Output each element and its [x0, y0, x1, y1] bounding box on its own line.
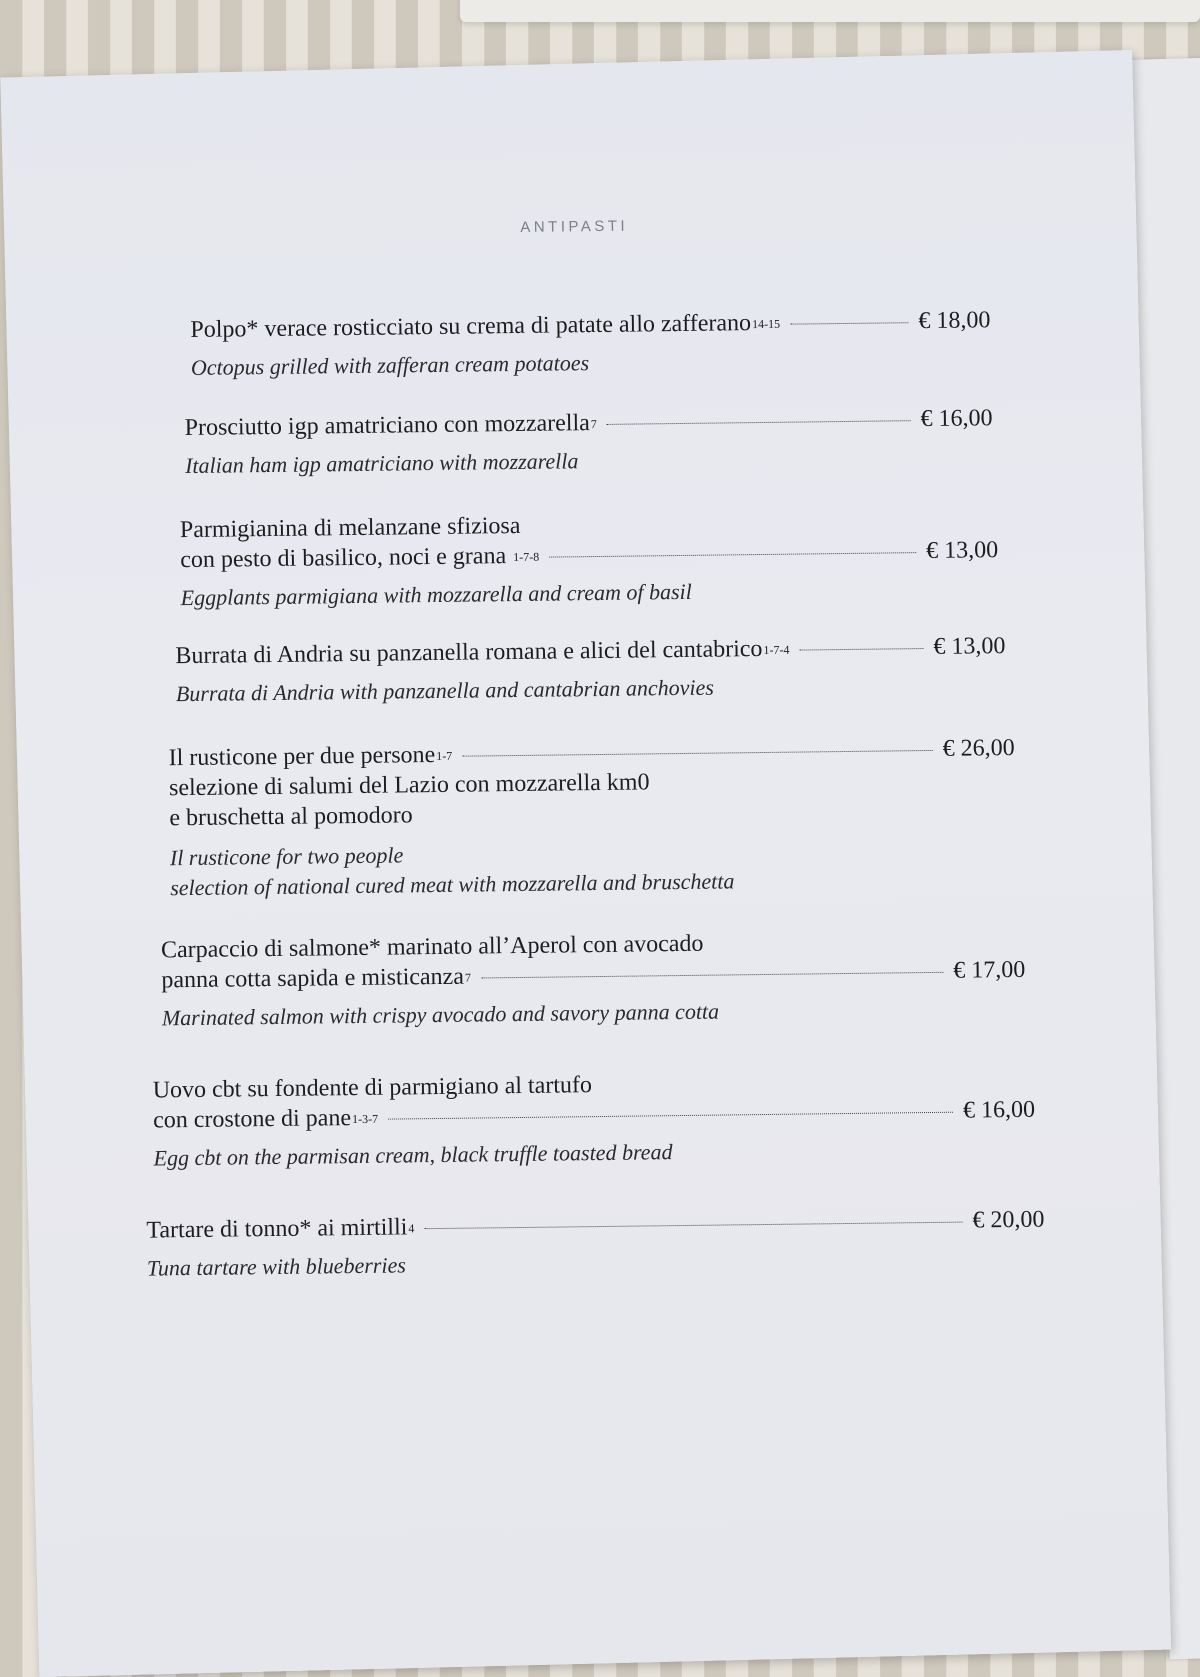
item-name-line2: selezione di salumi del Lazio con mozzarella km0 [169, 767, 650, 803]
item-name-line2: panna cotta sapida e misticanza [161, 962, 464, 996]
item-price: € 18,00 [918, 305, 990, 336]
section-title: ANTIPASTI [0, 211, 1154, 242]
item-english: Burrata di Andria with panzanella and cantabrian anchovies [176, 669, 1006, 709]
item-english-line2: selection of national cured meat with mozzarella and bruschetta [170, 863, 1016, 903]
menu-item-prosciutto [184, 403, 993, 481]
item-name: Il rusticone per due persone [168, 740, 435, 773]
item-price: € 17,00 [953, 955, 1025, 986]
menu-item-rusticone [168, 733, 1016, 903]
item-name-line2: con pesto di basilico, noci e grana [180, 541, 506, 575]
menu-item-parmigianina [180, 505, 999, 613]
dot-leader [799, 648, 923, 651]
item-price: € 26,00 [942, 733, 1014, 764]
menu-item-tartare [146, 1205, 1045, 1284]
item-price: € 16,00 [963, 1095, 1035, 1126]
item-name-line2: con crostone di pane [153, 1103, 351, 1135]
menu-item-burrata [175, 631, 1006, 709]
item-name-line3: e bruschetta al pomodoro [169, 800, 413, 833]
item-english: Tuna tartare with blueberries [147, 1243, 1045, 1284]
item-english: Il rusticone for two people [170, 833, 1016, 873]
item-english: Egg cbt on the parmisan cream, black truffle toasted bread [153, 1133, 1035, 1174]
item-price: € 13,00 [926, 535, 998, 566]
dot-leader [607, 420, 911, 425]
item-english: Italian ham igp amatriciano with mozzarella [185, 441, 993, 481]
item-english: Marinated salmon with crispy avocado and savory panna cotta [162, 993, 1026, 1034]
item-name: Polpo* verace rosticciato su crema di patate allo zafferano [190, 308, 751, 345]
dot-leader [388, 1112, 953, 1120]
item-price: € 16,00 [920, 403, 992, 434]
item-name: Uovo cbt su fondente di parmigiano al tartufo [153, 1070, 593, 1105]
item-name: Tartare di tonno* ai mirtilli [146, 1212, 407, 1245]
dot-leader [790, 322, 908, 324]
menu-item-uovo [153, 1065, 1036, 1174]
menu-item-carpaccio [161, 925, 1026, 1034]
dot-leader [549, 552, 916, 557]
menu-item-polpo [190, 305, 991, 383]
item-english: Octopus grilled with zafferan cream potatoes [191, 343, 991, 383]
item-name: Parmigianina di melanzane sfiziosa [180, 511, 521, 545]
item-name: Prosciutto igp amatriciano con mozzarella [184, 408, 590, 443]
item-name: Burrata di Andria su panzanella romana e alici del cantabrico [175, 634, 762, 671]
item-price: € 20,00 [972, 1205, 1044, 1236]
item-english: Eggplants parmigiana with mozzarella and cream of basil [181, 573, 999, 613]
dot-leader [481, 972, 943, 979]
item-price: € 13,00 [933, 631, 1005, 662]
dot-leader [462, 750, 932, 757]
dot-leader [424, 1222, 962, 1230]
item-name: Carpaccio di salmone* marinato all’Aperol con avocado [161, 929, 704, 966]
